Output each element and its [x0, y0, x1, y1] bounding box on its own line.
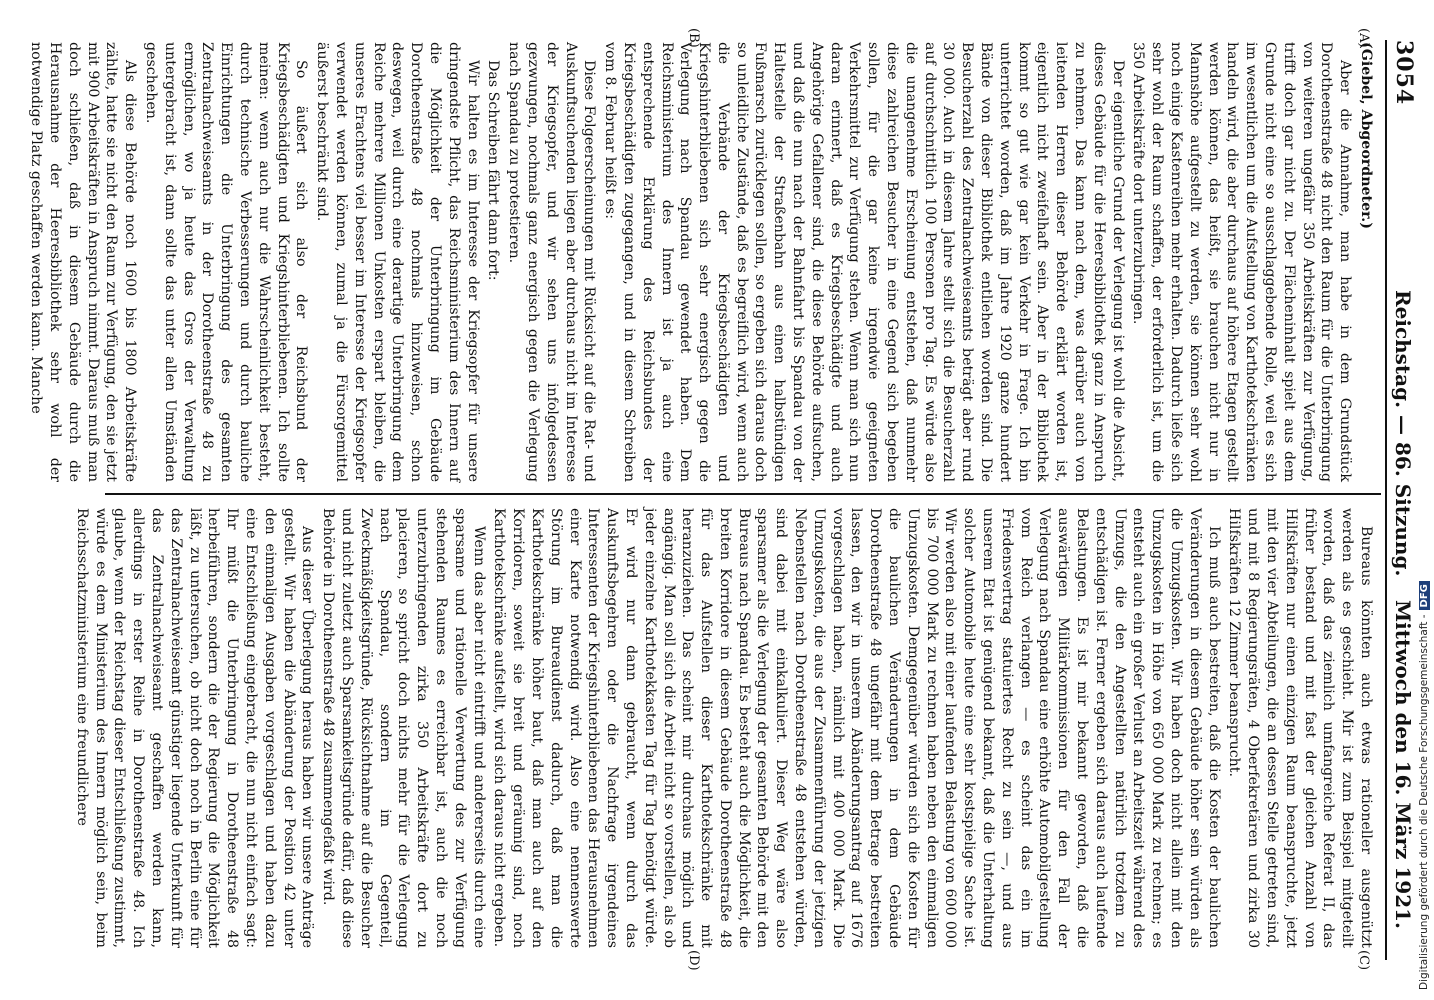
credit-text-wrap: [1418, 10, 1432, 990]
paragraph-text: Wenn das aber nicht eintrifft und andererseits durch eine sparsame und rationelle Verwertung des zur Verfügung stehenden Raumes es erreichbar ist, auch die noch unterzubringenden zirka 350 Arbeitskräfte dort zu placieren, so spricht doch nichts mehr für die Verlegung nach Spandau, sondern im Gegenteil, Zweckmäßigkeitsgründe, Rücksichtnahme auf die Besucher und nicht zuletzt auch Sparsamkeitsgründe dafür, daß diese Behörde in Dorotheenstraße 48 zusammengefaßt wird.: [320, 508, 487, 948]
paragraph: [141, 42, 310, 482]
paragraph: [504, 42, 598, 482]
paragraph: [490, 508, 1223, 948]
paragraph: [26, 42, 139, 482]
margin-mark-d: (D): [686, 950, 701, 971]
paragraph-text: Wir halten es im Interesse der Kriegsopfer für unsere dringendste Pflicht, das Reichsministerium des Innern auf die Möglichkeit der Unterbringung im Gebäude Dorotheenstraße 48 nochmals hinzuweisen, schon deswegen, weil durch eine derartige Unterbringung dem Reiche mehrere Millionen Unkosten erspart bleiben, die unseres Erachtens viel besser im Interesse der Kriegsopfer verwendet werden können, zumal ja die Fürsorgemittel äußerst beschränkt sind.: [314, 42, 481, 482]
header-left-title: Reichstag. — 86. Sitzung.: [1391, 290, 1415, 577]
speaker-label: (Giebel, Abgeordneter.): [1358, 42, 1374, 229]
paragraph: [312, 42, 481, 482]
dfg-logo: DFG: [1419, 581, 1430, 610]
paragraph-text: So äußert sich also der Reichsbund der Kriegsbeschädigten und Kriegshinterbliebenen. Ich sollte meinen: wenn auch nur die Wahrscheinlichkeit besteht, durch technische Verbesserungen und durch bauliche Einrichtungen die Unterbringung des gesamten Zentralnachweiseamts in der Dorotheenstraße 48 zu ermöglichen, wo ja heute das Gros der Verwaltung untergebracht ist, dann sollte das unter allen Umständen geschehen.: [143, 42, 310, 482]
credit-text: Digitalisierung gefördert durch die Deutsche Forschungsgemeinschaft -: [1418, 614, 1430, 990]
document-page: [28, 28, 1431, 971]
paragraph-text: Als diese Behörde noch 1600 bis 1800 Arbeitskräfte zählte, hatte sie nicht den Raum zur Verfügung, den sie jetzt mit 900 Arbeitskräften in Anspruch nimmt. Daraus muß man doch schließen, daß in diesem Gebäude durch die Herausnahme der Heeresbibliothek sehr wohl der notwendige Platz geschaffen werden kann. Manche: [28, 42, 139, 482]
paragraph-text: Das Schreiben fährt dann fort:: [485, 60, 502, 281]
paragraph: [1225, 508, 1375, 948]
digitization-credit: [1418, 10, 1432, 990]
header-right-title: Mittwoch den 16. März 1921.: [1391, 600, 1415, 930]
paragraph: [72, 508, 316, 948]
paragraph: [600, 42, 1126, 482]
paragraph: [1356, 42, 1375, 482]
margin-mark-b: (B): [686, 28, 701, 48]
paragraph: [1129, 42, 1355, 482]
paragraph: [484, 42, 503, 482]
margin-mark-c: (C): [1356, 950, 1371, 971]
paragraph: [318, 508, 487, 948]
paragraph-text: Diese Folgeerscheinungen mit Rücksicht auf die Rat- und Auskunftsuchenden liegen aber durchaus nicht im Interesse der Kriegsopfer, und wir sehen uns infolgedessen gezwungen, nochmals ganz energisch gegen die Verlegung nach Spandau zu protestieren.: [506, 42, 598, 482]
rotated-page-content: [28, 28, 1431, 971]
paragraph-text: Aus dieser Überlegung heraus haben wir unsere Anträge gestellt. Wir haben die Abänderung der Position 42 unter den einmaligen Ausgaben vorgeschlagen und haben dazu eine Entschließung eingebracht, die nun nicht einfach sagt: Ihr müßt die Unterbringung in Dorotheenstraße 48 herbeiführen, sondern die der Regierung die Möglichkeit läßt, zu untersuchen, ob nicht doch noch in Berlin eine für das Zentralnachweiseamt günstiger liegende Unterkunft für das Zentralnachweiseamt geschaffen werden kann, allerdings in erster Reihe in Dorotheenstraße 48. Ich glaube, wenn der Reichstag dieser Entschließung zustimmt, würde es dem Ministerium des Innern möglich sein, beim Reichsschatzministerium eine freundlichere: [73, 508, 316, 948]
page-number: 3054: [1391, 40, 1417, 106]
paragraph-text: Bureaus könnten auch etwas rationeller ausgenützt werden als es geschieht. Mir ist zum Beispiel mitgeteilt worden, daß das ziemlich umfangreiche Referat II, das früher bestand und mit fast der gleichen Anzahl von Hilfskräften nur einen einzigen Raum beanspruchte, jetzt mit den vier Abteilungen, die an dessen Stelle getreten sind, und mit 8 Regierungsräten, 4 Oberfekretären und zirka 30 Hilfskräften 12 Zimmer beansprucht.: [1226, 508, 1374, 948]
column-divider: [105, 493, 1381, 495]
paragraph-text: Aber die Annahme, man habe in dem Grundstück Dorotheenstraße 48 nicht den Raum für die Unterbringung von weiteren ungefähr 350 Arbeitskräften zur Verfügung, trifft doch gar nicht zu. Der Flächeninhalt spielt aus dem Grunde nicht eine so ausschlaggebende Rolle, weil es sich im wesentlichen um die Aufstellung von Karthotekschränken handeln wird, die aber durchaus auf höhere Etagen gestellt werden können, das heißt, sie brauchen nicht nur in Mannshöhe aufgestellt zu werden, sie können sehr wohl noch einige Kastenreihen mehr erhalten. Dadurch ließe sich sehr wohl der Raum schaffen, der erforderlich ist, um die 350 Arbeitskräfte dort unterzubringen.: [1130, 42, 1354, 482]
margin-mark-a: (A): [1356, 28, 1371, 48]
left-text-column: [28, 42, 1375, 482]
paragraph-text: Ich muß auch bestreiten, daß die Kosten der baulichen Veränderungen in diesem Gebäude höher sein würden als die Umzugskosten. Wir haben doch nicht allein mit den Umzugskosten in Höhe von 650 000 Mark zu rechnen; es entsteht auch ein großer Verlust an Arbeitszeit während des Umzugs, die den Angestellten natürlich trotzdem zu entschädigen ist. Ferner ergeben sich daraus auch laufende Belastungen. Es ist mir bekannt geworden, daß die auswärtigen Militärkommissionen für den Fall der Verlegung nach Spandau eine erhöhte Automobilgestellung vom Reich verlangen — es scheint das ein im Friedensvertrag statuiertes Recht zu sein —, und aus unserem Etat ist genügend bekannt, daß die Unterhaltung solcher Automobile heute eine sehr kostspielige Sache ist. Wir werden also mit einer laufenden Belastung von 600 000 bis 700 000 Mark zu rechnen haben neben den einmaligen Umzugskosten. Demgegenüber würden sich die Kosten für die baulichen Veränderungen in dem Gebäude Dorotheenstraße 48 ungefähr mit dem Betrage bestreiten lassen, den wir in unserem Abänderungsantrag auf 1676 vorgeschlagen haben, nämlich mit 400 000 Mark. Die Umzugskosten, die aus der Zusammenführung der jetzigen Nebenstellen nach Dorotheenstraße 48 entstehen würden, sind dabei mit einkalkuliert. Dieser Weg wäre also sparsamer als die Verlegung der gesamten Behörde mit den Bureaus nach Spandau. Es besteht auch die Möglichkeit, die breiten Korridore in diesem Gebäude Dorotheenstraße 48 für das Aufstellen dieser Karthotekschränke mit heranzuziehen. Das scheint mir durchaus möglich und angängig. Man soll sich die Arbeit nicht so vorstellen, als ob jeder einzelne Karthotekkasten Tag für Tag benötigt würde. Er wird nur dann gebraucht, wenn durch das Auskunftsbegehren oder die Nachfrage irgendeines Interessenten der Kriegshinterbliebenen das Herausnehmen einer Karte notwendig wird. Also eine nennenswerte Störung im Bureaudienst dadurch, daß man die Karthotekschränke höher baut, daß man auch auf den Korridoren, soweit sie breit und geräumig sind, noch Karthotekschränke aufstellt, wird sich daraus nicht ergeben.: [491, 508, 1222, 948]
paragraph-text: Der eigentliche Grund der Verlegung ist wohl die Absicht, dieses Gebäude für die Heeresbibliothek ganz in Anspruch zu nehmen. Das kann nach dem, was darüber auch von leitenden Herren dieser Behörde erklärt worden ist, eigentlich nicht zweifelhaft sein. Aber in der Bibliothek kommt so gut wie gar kein Verkehr in Frage. Ich bin unterrichtet worden, daß im Jahre 1920 ganze hundert Bände von dieser Bibliothek entliehen worden sind. Die Besucherzahl des Zentralnachweiseamts beträgt aber rund 30 000. Auch in diesem Jahre stellt sich die Besucherzahl auf durchschnittlich 100 Personen pro Tag. Es würde also die unangenehme Erscheinung entstehen, daß nunmehr diese zahlreichen Besucher in eine Gegend sich begeben sollen, für die gar keine irgendwie geeigneten Verkehrsmittel zur Verfügung stehen. Wenn man sich nun daran erinnert, daß es Kriegsbeschädigte und auch Angehörige Gefallener sind, die diese Behörde aufsuchen, und daß die nun nach der Bahnfahrt bis Spandau von der Haltestelle der Straßenbahn aus einen halbstündigen Fußmarsch zurücklegen sollen, so ergeben sich daraus doch so unleidliche Zustände, daß es begreiflich wird, wenn auch die Verbände der Kriegsbeschädigten und Kriegshinterbliebenen sich sehr energisch gegen die Verlegung nach Spandau gewendet haben. Dem Reichsministerium des Innern ist ja auch eine entsprechende Erklärung des Reichsbundes der Kriegsbeschädigten zugegangen, und in diesem Schreiben vom 8. Februar heißt es:: [602, 42, 1126, 482]
right-text-column: [73, 508, 1375, 948]
